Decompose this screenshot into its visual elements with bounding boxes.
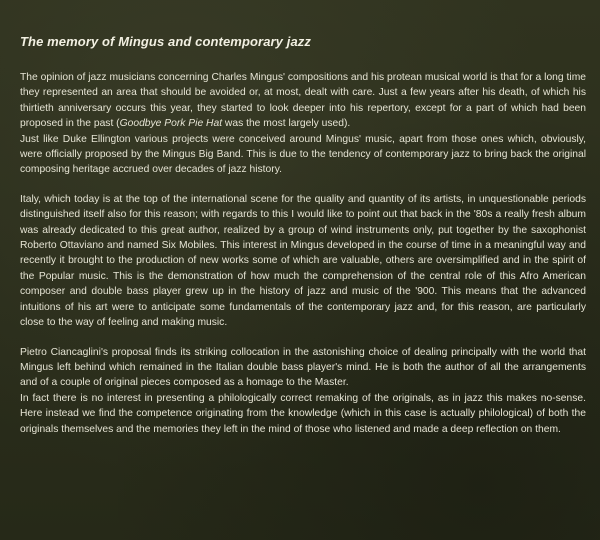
paragraph-1-text-end: was the most largely used).	[222, 118, 351, 130]
paragraph-1-text-start: The opinion of jazz musicians concerning Charles Mingus' compositions and his protean musical world is that for a long time they represented an area that should be avoided or, at most, dealt with care. Just a few years after his death, of which his thirtieth anniversary occurs this year, they started to look deeper into his repertory, except for a part of which had been proposed in the past (	[20, 72, 586, 130]
paragraph-1	[20, 70, 586, 132]
article-body	[20, 70, 586, 437]
song-title-goodbye-pork-pie-hat: Goodbye Pork Pie Hat	[119, 118, 223, 130]
paragraph-2: Just like Duke Ellington various projects were conceived around Mingus' music, apart from those ones which, obviously, were officially proposed by the Mingus Big Band. This is due to the tendency of contemporary jazz to bring back the original composing heritage accrued over decades of jazz history.	[20, 133, 586, 176]
paragraph-3: Italy, which today is at the top of the international scene for the quality and quantity of its artists, in unquestionable periods distinguished itself also for this reason; with regards to this I would like to point out that back in the '80s a really fresh album was already dedicated to this great author, realized by a group of wind instruments only, put together by the saxophonist Roberto Ottaviano and named Six Mobiles. This interest in Mingus developed in the course of time in a meaningful way and recently it brought to the production of new works some of which are valuable, others are oversimplified and in the spirit of the Popular music. This is the demonstration of how much the comprehension of the central role of this Afro American composer and double bass player grew up in the history of jazz and music of the '900. This means that the advanced intuitions of his art were to anticipate some fundamentals of the contemporary jazz and, for this reason, are particularly close to the way of feeling and making music.	[20, 193, 586, 329]
paragraph-5: In fact there is no interest in presenting a philologically correct remaking of the originals, as in jazz this makes no-sense. Here instead we find the competence originating from the knowledge (which in this case is actually philological) of both the originals themselves and the memories they left in the mind of those who listened and made a deep reflection on them.	[20, 392, 586, 435]
paragraph-4: Pietro Ciancaglini's proposal finds its striking collocation in the astonishing choice of dealing principally with the world that Mingus left behind which remained in the Italian double bass player's mind. He is both the author of all the arrangements and of a couple of original pieces composed as a homage to the Master.	[20, 346, 586, 389]
page-title: The memory of Mingus and contemporary jazz	[20, 34, 311, 49]
